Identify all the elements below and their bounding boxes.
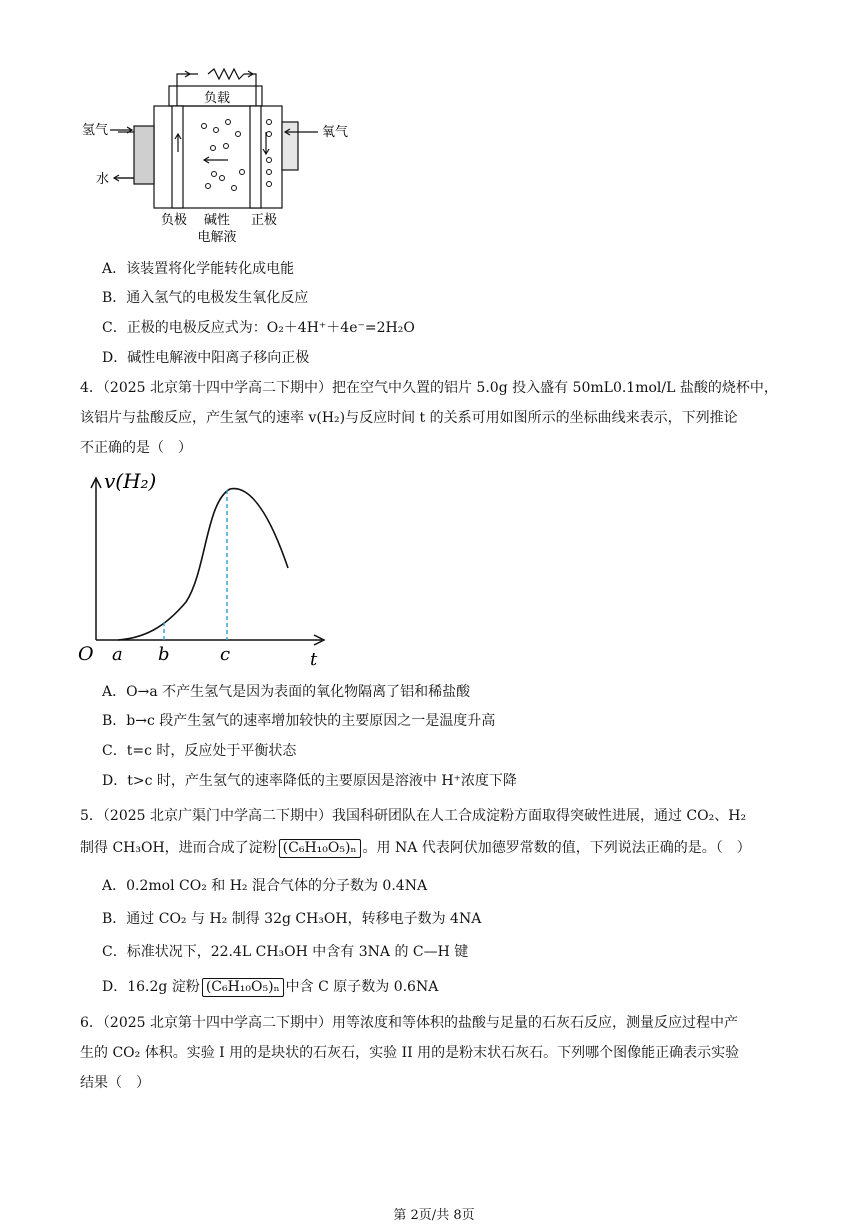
- electrolyte-label-1: 碱性: [203, 213, 231, 228]
- q3-option-c: C．正极的电极反应式为：O₂＋4H⁺＋4e⁻=2H₂O: [102, 320, 415, 336]
- q4-option-d: D．t>c 时，产生氢气的速率降低的主要原因是溶液中 H⁺浓度下降: [102, 773, 517, 789]
- q3-option-a: A．该装置将化学能转化成电能: [102, 261, 295, 277]
- page-footer: 第 2页/共 8页: [393, 1208, 475, 1223]
- x-axis-label: t: [310, 649, 318, 670]
- q5-option-a: A．0.2mol CO₂ 和 H₂ 混合气体的分子数为 0.4NA: [102, 878, 428, 894]
- q5-option-d-part2: 中含 C 原子数为 0.6NA: [285, 979, 439, 995]
- q4-stem-line-3: 不正确的是（ ）: [80, 440, 192, 456]
- tick-label-c: c: [220, 644, 231, 665]
- q5-stem-line-1: 5．（2025 北京广渠门中学高二下期中）我国科研团队在人工合成淀粉方面取得突破性进展，通过 CO₂、H₂: [80, 808, 747, 824]
- load-label: 负载: [203, 91, 231, 106]
- rate-curve: [118, 489, 288, 640]
- water-label: 水: [96, 172, 110, 187]
- q4-option-a: A．O→a 不产生氢气是因为表面的氧化物隔离了铝和稀盐酸: [102, 684, 471, 700]
- q5-option-c: C．标准状况下，22.4L CH₃OH 中含有 3NA 的 C—H 键: [102, 944, 469, 960]
- q6-stem-line-3: 结果（ ）: [80, 1075, 150, 1091]
- q5-stem-line-2a: 制得 CH₃OH，进而合成了淀粉: [80, 840, 277, 856]
- starch-formula-d: (C₆H₁₀O₅)ₙ: [202, 978, 284, 997]
- q4-stem-line-1: 4．（2025 北京第十四中学高二下期中）把在空气中久置的铝片 5.0g 投入盛有 50mL0.1mol/L 盐酸的烧杯中，: [80, 380, 778, 396]
- q6-stem-line-2: 生的 CO₂ 体积。实验 I 用的是块状的石灰石，实验 II 用的是粉末状石灰石。下列哪个图像能正确表示实验: [80, 1045, 740, 1061]
- q5-stem-line-2: [80, 838, 751, 858]
- q6-stem-line-1: 6．（2025 北京第十四中学高二下期中）用等浓度和等体积的盐酸与足量的石灰石反应，测量反应过程中产: [80, 1015, 738, 1031]
- q3-option-b: B．通入氢气的电极发生氧化反应: [102, 290, 309, 306]
- tick-label-b: b: [158, 644, 170, 665]
- electrolyte-label-2: 电解液: [197, 230, 237, 245]
- y-axis-label: v(H₂): [104, 469, 157, 493]
- hydrogen-label: 氢气: [82, 123, 109, 138]
- oxygen-label: 氧气: [322, 125, 349, 140]
- origin-label: O: [78, 643, 94, 665]
- tick-label-a: a: [112, 644, 123, 665]
- q4-option-c: C．t=c 时，反应处于平衡状态: [102, 743, 297, 759]
- q5-option-d: [102, 977, 438, 997]
- fuel-cell-diagram: [78, 62, 358, 252]
- q4-stem-line-2: 该铝片与盐酸反应，产生氢气的速率 v(H₂)与反应时间 t 的关系可用如图所示的坐标曲线来表示，下列推论: [80, 410, 738, 426]
- q5-option-d-part1: D．16.2g 淀粉: [102, 979, 200, 995]
- positive-electrode-label: 正极: [250, 213, 278, 228]
- rate-time-graph: [74, 462, 344, 674]
- q5-stem-line-2b: 。用 NA 代表阿伏加德罗常数的值，下列说法正确的是。（ ）: [362, 840, 751, 856]
- starch-formula: (C₆H₁₀O₅)ₙ: [279, 839, 361, 858]
- q3-option-d: D．碱性电解液中阳离子移向正极: [102, 350, 310, 366]
- negative-electrode-label: 负极: [160, 213, 188, 228]
- q5-option-b: B．通过 CO₂ 与 H₂ 制得 32g CH₃OH，转移电子数为 4NA: [102, 911, 482, 927]
- q4-option-b: B．b→c 段产生氢气的速率增加较快的主要原因之一是温度升高: [102, 713, 496, 729]
